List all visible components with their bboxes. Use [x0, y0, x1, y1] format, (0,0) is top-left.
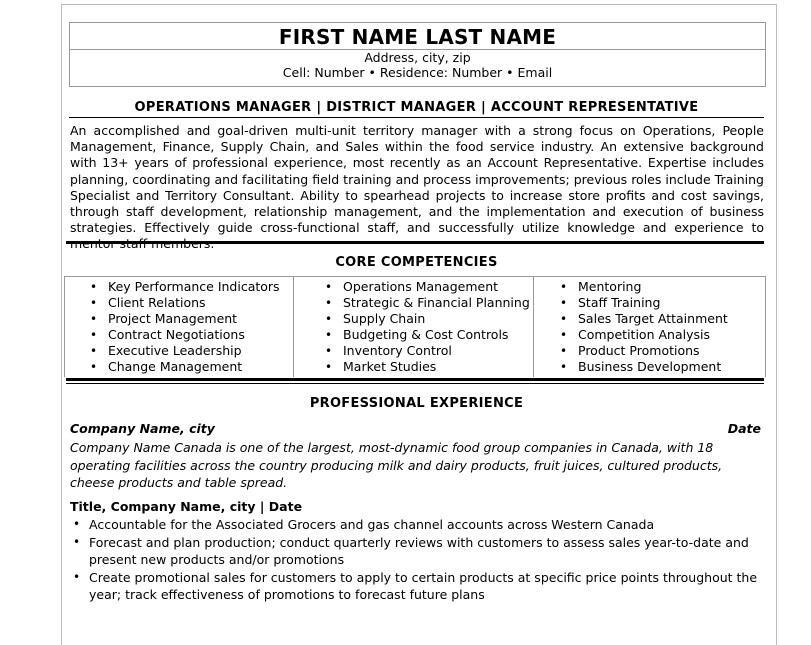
competency-item: • Supply Chain — [323, 311, 530, 327]
company-row — [70, 421, 761, 437]
summary-bottom-rule — [66, 241, 764, 244]
competencies-column-3 — [534, 277, 766, 377]
candidate-address: Address, city, zip — [364, 50, 471, 65]
competency-item: • Staff Training — [558, 295, 728, 311]
competencies-list — [88, 279, 280, 375]
duty-item: • Create promotional sales for customers to apply to certain products at specific price points throughout the year; track effectiveness of promotions to forecast future plans — [70, 569, 770, 604]
competency-item: • Contract Negotiations — [88, 327, 280, 343]
competencies-table — [64, 276, 766, 377]
competency-item: • Mentoring — [558, 279, 728, 295]
resume-header — [69, 22, 766, 87]
competency-item: • Executive Leadership — [88, 343, 280, 359]
competencies-column-2 — [293, 277, 534, 377]
competencies-bottom-rule — [66, 378, 764, 381]
competency-item: • Budgeting & Cost Controls — [323, 327, 530, 343]
candidate-name: FIRST NAME LAST NAME — [278, 25, 557, 49]
competencies-bottom-thin-rule — [66, 383, 764, 384]
duties-list — [70, 516, 770, 604]
duty-item: • Forecast and plan production; conduct quarterly reviews with customers to assess sales year-to-date and present new products and/or promotions — [70, 534, 770, 569]
title-rule — [69, 117, 764, 118]
company-description: Company Name Canada is one of the largest, most-dynamic food group companies in Canada, with 18 operating facilities across the country producing milk and dairy products, fruit juices, cultured products, cheese products and table spread. — [70, 440, 723, 490]
competency-item: • Operations Management — [323, 279, 530, 295]
competency-item: • Inventory Control — [323, 343, 530, 359]
core-competencies-heading: CORE COMPETENCIES — [335, 255, 498, 270]
competency-item: • Strategic & Financial Planning — [323, 295, 530, 311]
candidate-contact: Cell: Number • Residence: Number • Email — [282, 65, 553, 80]
competency-item: • Market Studies — [323, 359, 530, 375]
competency-item: • Client Relations — [88, 295, 280, 311]
competencies-list — [558, 279, 728, 375]
competency-item: • Business Development — [558, 359, 728, 375]
company-name: Company Name, city — [70, 421, 215, 436]
competency-item: • Competition Analysis — [558, 327, 728, 343]
competency-item: • Change Management — [88, 359, 280, 375]
employment-date: Date — [727, 421, 761, 436]
competency-item: • Sales Target Attainment — [558, 311, 728, 327]
duty-item: • Accountable for the Associated Grocers and gas channel accounts across Western Canada — [70, 516, 770, 534]
competencies-list — [323, 279, 530, 375]
competencies-column-1 — [64, 277, 293, 377]
competency-item: • Product Promotions — [558, 343, 728, 359]
professional-experience-heading: PROFESSIONAL EXPERIENCE — [309, 396, 524, 411]
job-titles-line: OPERATIONS MANAGER | DISTRICT MANAGER | ACCOUNT REPRESENTATIVE — [134, 100, 699, 115]
competency-item: • Project Management — [88, 311, 280, 327]
competency-item: • Key Performance Indicators — [88, 279, 280, 295]
job-title: Title, Company Name, city | Date — [70, 499, 303, 514]
professional-summary: An accomplished and goal-driven multi-unit territory manager with a strong focus on Operations, People Management, Finance, Supply Chain, and Sales within the food service industry. An extensive background with 13+ years of professional experience, most recently as an Account Representative. Expertise includes planning, coordinating and facilitating field training and process improvements; previous roles include Training Specialist and Territory Consultant. Ability to spearhead projects to increase store profits and cost savings, through staff development, relationship management, and the implementation and execution of business strategies. Effectively guide cross-functional staff, and successfully utilize knowledge and experience to — [70, 123, 764, 236]
